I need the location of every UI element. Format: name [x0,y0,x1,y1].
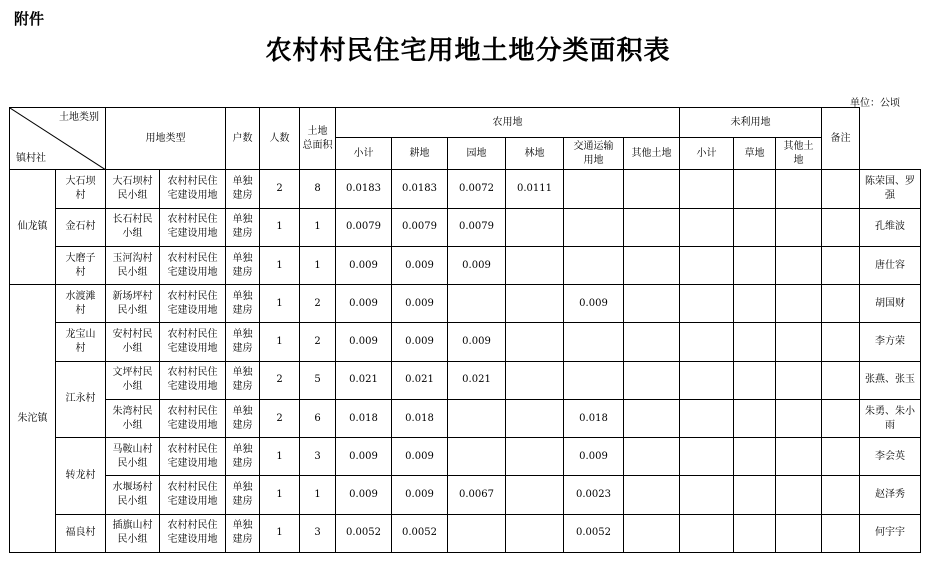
cell-land-use: 农村村民住 宅建设用地 [160,514,226,552]
table-row [10,208,921,246]
corner-bottom-label: 镇村社 [16,153,46,165]
cell-agri-subtotal: 0.009 [392,285,448,323]
cell-building-type: 单独 建房 [226,323,260,361]
cell-remarks: 唐仕容 [860,246,921,284]
cell-grassland [776,438,822,476]
header-land-use-type: 用地类型 [106,108,226,170]
cell-unused-subtotal [734,285,776,323]
cell-forest: 0.009 [564,285,624,323]
cell-households: 1 [260,438,300,476]
cell-people: 1 [300,246,336,284]
cell-grassland [776,285,822,323]
cell-village: 江永村 [56,361,106,438]
cell-remarks: 张燕、张玉 [860,361,921,399]
cell-cultivated: 0.0079 [448,208,506,246]
cell-total-area: 0.009 [336,476,392,514]
corner-top-label: 土地类别 [59,112,99,123]
cell-forest: 0.0023 [564,476,624,514]
header-people: 人数 [260,108,300,170]
cell-other-unused [822,170,860,208]
cell-total-area: 0.0183 [336,170,392,208]
cell-households: 2 [260,361,300,399]
cell-other-unused [822,514,860,552]
cell-unused-subtotal [734,170,776,208]
cell-other-unused [822,285,860,323]
cell-total-area: 0.018 [336,399,392,437]
cell-transport [624,438,680,476]
table-row [10,285,921,323]
cell-other-unused [822,476,860,514]
cell-remarks: 李会英 [860,438,921,476]
cell-grassland [776,170,822,208]
cell-households: 2 [260,399,300,437]
cell-grassland [776,246,822,284]
cell-unused-subtotal [734,476,776,514]
cell-forest [564,323,624,361]
cell-other-land [680,170,734,208]
cell-agri-subtotal: 0.009 [392,246,448,284]
cell-land-use: 农村村民住 宅建设用地 [160,323,226,361]
cell-unused-subtotal [734,208,776,246]
cell-total-area: 0.0079 [336,208,392,246]
cell-forest [564,170,624,208]
cell-cultivated: 0.0072 [448,170,506,208]
cell-cultivated: 0.0067 [448,476,506,514]
cell-land-use: 农村村民住 宅建设用地 [160,399,226,437]
cell-building-type: 单独 建房 [226,246,260,284]
header-unused-land: 未利用地 [680,108,822,138]
cell-agri-subtotal: 0.009 [392,476,448,514]
cell-households: 1 [260,208,300,246]
cell-other-unused [822,246,860,284]
cell-people: 1 [300,476,336,514]
table-row [10,246,921,284]
cell-cultivated: 0.021 [448,361,506,399]
cell-agri-subtotal: 0.0052 [392,514,448,552]
header-total-area: 土地 总面积 [300,108,336,170]
cell-land-use: 农村村民住 宅建设用地 [160,208,226,246]
cell-other-unused [822,399,860,437]
cell-group: 朱湾村民 小组 [106,399,160,437]
cell-other-land [680,323,734,361]
cell-village: 龙宝山 村 [56,323,106,361]
table-row [10,399,921,437]
header-grassland: 草地 [734,138,776,170]
cell-total-area: 0.009 [336,323,392,361]
cell-building-type: 单独 建房 [226,285,260,323]
cell-group: 文坪村民 小组 [106,361,160,399]
cell-building-type: 单独 建房 [226,399,260,437]
cell-grassland [776,476,822,514]
cell-people: 5 [300,361,336,399]
cell-unused-subtotal [734,323,776,361]
cell-forest: 0.0052 [564,514,624,552]
cell-total-area: 0.021 [336,361,392,399]
cell-unused-subtotal [734,399,776,437]
cell-land-use: 农村村民住 宅建设用地 [160,438,226,476]
cell-remarks: 赵泽秀 [860,476,921,514]
cell-building-type: 单独 建房 [226,438,260,476]
cell-people: 8 [300,170,336,208]
cell-other-land [680,361,734,399]
cell-other-land [680,514,734,552]
cell-total-area: 0.009 [336,438,392,476]
cell-unused-subtotal [734,514,776,552]
cell-people: 3 [300,438,336,476]
cell-grassland [776,361,822,399]
cell-building-type: 单独 建房 [226,476,260,514]
cell-total-area: 0.009 [336,285,392,323]
cell-building-type: 单独 建房 [226,514,260,552]
table-row [10,170,921,208]
table-body [10,170,921,553]
cell-transport [624,361,680,399]
cell-agri-subtotal: 0.018 [392,399,448,437]
cell-garden [506,285,564,323]
cell-transport [624,170,680,208]
header-agri-subtotal: 小计 [336,138,392,170]
cell-transport [624,399,680,437]
header-remarks: 备注 [822,108,860,170]
cell-transport [624,476,680,514]
cell-people: 1 [300,208,336,246]
cell-cultivated: 0.009 [448,246,506,284]
cell-group: 水堰场村 民小组 [106,476,160,514]
header-agricultural-land: 农用地 [336,108,680,138]
cell-garden: 0.0111 [506,170,564,208]
cell-households: 1 [260,246,300,284]
cell-unused-subtotal [734,246,776,284]
header-transport: 交通运输 用地 [564,138,624,170]
cell-people: 6 [300,399,336,437]
cell-other-unused [822,361,860,399]
cell-other-land [680,285,734,323]
cell-garden [506,361,564,399]
cell-village: 大磨子 村 [56,246,106,284]
table-row [10,361,921,399]
land-classification-table [9,107,921,553]
cell-grassland [776,208,822,246]
cell-people: 3 [300,514,336,552]
cell-garden [506,208,564,246]
cell-building-type: 单独 建房 [226,170,260,208]
cell-remarks: 何宇宇 [860,514,921,552]
cell-unused-subtotal [734,438,776,476]
header-corner [10,108,106,170]
page-title: 农村村民住宅用地土地分类面积表 [265,36,671,66]
cell-agri-subtotal: 0.009 [392,323,448,361]
cell-land-use: 农村村民住 宅建设用地 [160,285,226,323]
header-garden: 园地 [448,138,506,170]
cell-village: 大石坝 村 [56,170,106,208]
cell-people: 2 [300,285,336,323]
cell-village: 转龙村 [56,438,106,515]
header-unused-subtotal: 小计 [680,138,734,170]
cell-remarks: 朱勇、朱小 雨 [860,399,921,437]
cell-transport [624,323,680,361]
cell-other-unused [822,323,860,361]
cell-remarks: 孔维波 [860,208,921,246]
cell-transport [624,208,680,246]
cell-forest [564,208,624,246]
cell-other-unused [822,208,860,246]
cell-land-use: 农村村民住 宅建设用地 [160,361,226,399]
cell-cultivated: 0.009 [448,323,506,361]
cell-town: 朱沱镇 [10,285,56,553]
header-cultivated: 耕地 [392,138,448,170]
unit-label: 单位：公顷 [850,98,900,109]
cell-households: 1 [260,476,300,514]
cell-agri-subtotal: 0.0079 [392,208,448,246]
cell-cultivated [448,399,506,437]
cell-grassland [776,323,822,361]
table-row [10,476,921,514]
cell-group: 安村村民 小组 [106,323,160,361]
cell-unused-subtotal [734,361,776,399]
cell-land-use: 农村村民住 宅建设用地 [160,170,226,208]
cell-people: 2 [300,323,336,361]
cell-households: 1 [260,514,300,552]
table-row [10,438,921,476]
cell-group: 长石村民 小组 [106,208,160,246]
cell-total-area: 0.0052 [336,514,392,552]
cell-other-land [680,246,734,284]
cell-group: 马鞍山村 民小组 [106,438,160,476]
header-households: 户数 [226,108,260,170]
cell-households: 1 [260,285,300,323]
cell-garden [506,323,564,361]
cell-group: 新场坪村 民小组 [106,285,160,323]
header-other-land: 其他土地 [624,138,680,170]
cell-transport [624,246,680,284]
cell-forest: 0.018 [564,399,624,437]
cell-cultivated [448,285,506,323]
cell-garden [506,476,564,514]
cell-building-type: 单独 建房 [226,208,260,246]
table-row [10,514,921,552]
header-other-unused: 其他土 地 [776,138,822,170]
cell-village: 福良村 [56,514,106,552]
cell-households: 2 [260,170,300,208]
cell-remarks: 李方荣 [860,323,921,361]
cell-remarks: 胡国财 [860,285,921,323]
cell-other-land [680,399,734,437]
cell-forest [564,361,624,399]
cell-group: 玉河沟村 民小组 [106,246,160,284]
header-forest: 林地 [506,138,564,170]
cell-town: 仙龙镇 [10,170,56,285]
cell-grassland [776,514,822,552]
cell-forest [564,246,624,284]
cell-other-land [680,208,734,246]
cell-total-area: 0.009 [336,246,392,284]
table-row [10,323,921,361]
cell-land-use: 农村村民住 宅建设用地 [160,246,226,284]
cell-village: 水渡滩 村 [56,285,106,323]
cell-households: 1 [260,323,300,361]
cell-building-type: 单独 建房 [226,361,260,399]
cell-garden [506,399,564,437]
attachment-label: 附件 [14,10,45,28]
cell-other-land [680,438,734,476]
cell-garden [506,438,564,476]
cell-garden [506,514,564,552]
cell-agri-subtotal: 0.0183 [392,170,448,208]
cell-grassland [776,399,822,437]
cell-other-unused [822,438,860,476]
cell-agri-subtotal: 0.009 [392,438,448,476]
cell-other-land [680,476,734,514]
cell-cultivated [448,514,506,552]
cell-transport [624,285,680,323]
cell-transport [624,514,680,552]
cell-village: 金石村 [56,208,106,246]
cell-forest: 0.009 [564,438,624,476]
cell-group: 插旗山村 民小组 [106,514,160,552]
cell-remarks: 陈荣国、罗 强 [860,170,921,208]
cell-cultivated [448,438,506,476]
cell-garden [506,246,564,284]
cell-agri-subtotal: 0.021 [392,361,448,399]
cell-land-use: 农村村民住 宅建设用地 [160,476,226,514]
cell-group: 大石坝村 民小组 [106,170,160,208]
